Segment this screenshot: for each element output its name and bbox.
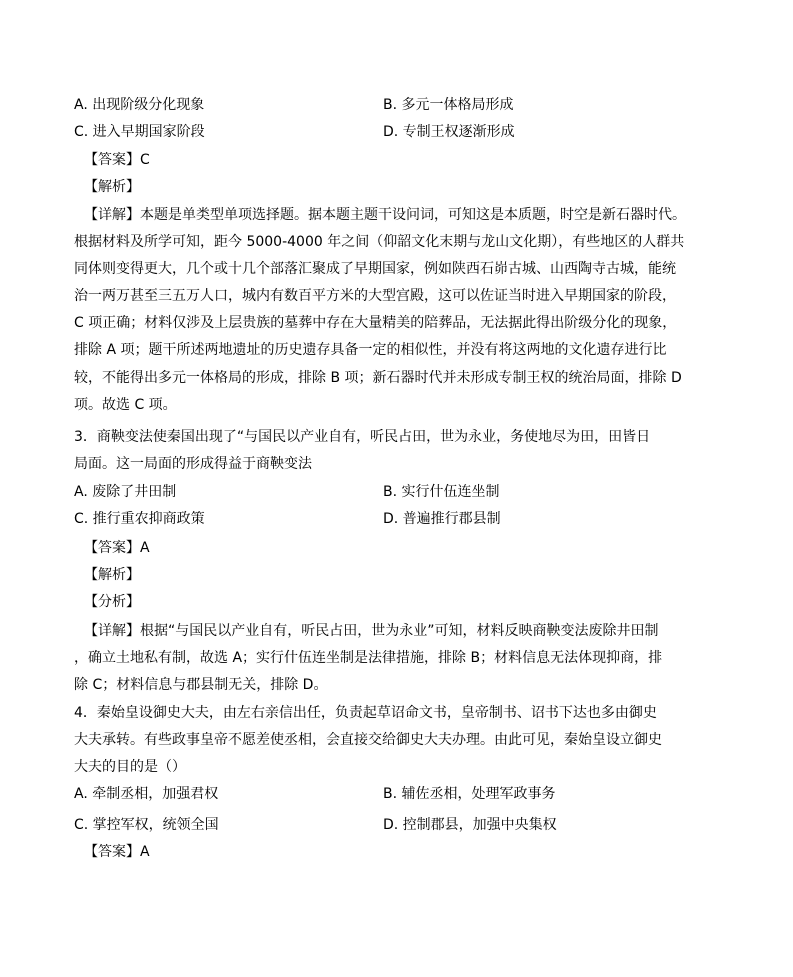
option-b: B. 辅佐丞相，处理军政事务 (383, 786, 556, 802)
question-stem: 局面。这一局面的形成得益于商鞅变法 (74, 456, 312, 472)
detail-line: 较，不能得出多元一体格局的形成，排除 B 项；新石器时代并未形成专制王权的统治局面，排除 D (74, 370, 682, 386)
detail-line: 同体则变得更大，几个或十几个部落汇聚成了早期国家，例如陕西石峁古城、山西陶寺古城，能统 (74, 261, 676, 277)
detail-line: 【详解】根据“与国民以产业自有，听民占田，世为永业”可知，材料反映商鞅变法废除井田制 (84, 623, 659, 639)
detail-line: C 项正确；材料仅涉及上层贵族的墓葬中存在大量精美的陪葬品，无法据此得出阶级分化的现象， (74, 315, 677, 331)
answer-label: 【答案】A (84, 540, 150, 556)
option-c: C. 掌控军权，统领全国 (74, 817, 219, 833)
question-stem: 大夫的目的是（） (74, 759, 186, 775)
detail-line: 根据材料及所学可知，距今 5000-4000 年之间（仰韶文化末期与龙山文化期），有些地区的人群共 (74, 234, 685, 250)
answer-label: 【答案】A (84, 844, 150, 860)
fenxi-label: 【分析】 (84, 594, 140, 610)
option-d: D. 专制王权逐渐形成 (383, 124, 515, 140)
detail-line: 除 C；材料信息与郡县制无关，排除 D。 (74, 677, 328, 693)
option-b: B. 实行什伍连坐制 (383, 484, 500, 500)
detail-line: ，确立土地私有制，故选 A；实行什伍连坐制是法律措施，排除 B；材料信息无法体现抑商，排 (74, 650, 663, 666)
analysis-label: 【解析】 (84, 567, 140, 583)
option-d: D. 控制郡县，加强中央集权 (383, 817, 557, 833)
option-a: A. 出现阶级分化现象 (74, 97, 205, 113)
detail-line: 治一两万甚至三五万人口，城内有数百平方米的大型宫殿，这可以佐证当时进入早期国家的阶段， (74, 288, 676, 304)
detail-line: 排除 A 项；题干所述两地遗址的历史遗存具备一定的相似性，并没有将这两地的文化遗存进行比 (74, 342, 667, 358)
answer-label: 【答案】C (84, 152, 150, 168)
option-c: C. 推行重农抑商政策 (74, 511, 205, 527)
option-c: C. 进入早期国家阶段 (74, 124, 205, 140)
question-stem: 3．商鞅变法使秦国出现了“与国民以产业自有，听民占田，世为永业，务使地尽为田，田皆日 (74, 429, 651, 445)
option-d: D. 普遍推行郡县制 (383, 511, 501, 527)
option-b: B. 多元一体格局形成 (383, 97, 514, 113)
option-a: A. 牵制丞相，加强君权 (74, 786, 219, 802)
question-stem: 大夫承转。有些政事皇帝不愿差使丞相，会直接交给御史大夫办理。由此可见，秦始皇设立御史 (74, 732, 662, 748)
option-a: A. 废除了井田制 (74, 484, 177, 500)
question-stem: 4．秦始皇设御史大夫，由左右亲信出任，负责起草诏命文书，皇帝制书、诏书下达也多由御史 (74, 705, 657, 721)
analysis-label: 【解析】 (84, 179, 140, 195)
detail-line: 【详解】本题是单类型单项选择题。据本题主题干设问词，可知这是本质题，时空是新石器时代。 (84, 207, 686, 223)
detail-line: 项。故选 C 项。 (74, 397, 177, 413)
